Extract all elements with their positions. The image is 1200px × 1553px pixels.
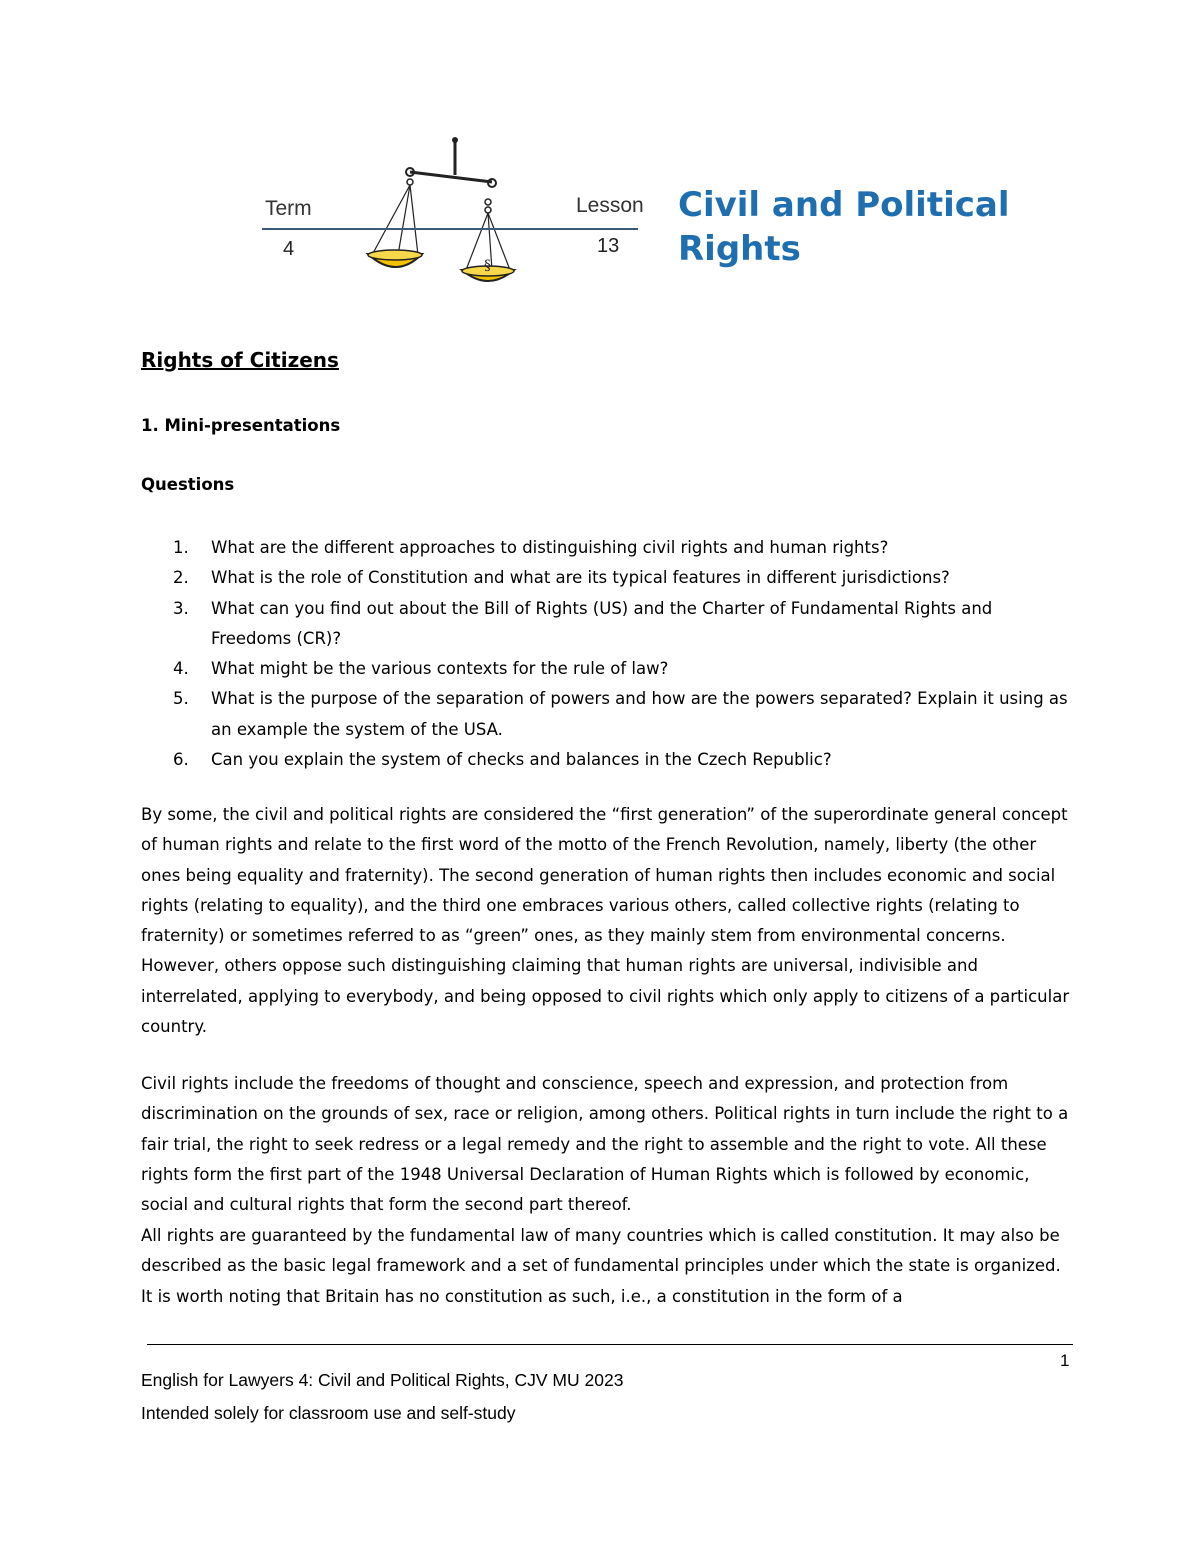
footer-course-line: English for Lawyers 4: Civil and Political Rights, CJV MU 2023 [141, 1370, 624, 1390]
question-number: 3. [173, 598, 189, 618]
questions-label: Questions [141, 475, 235, 494]
footer-usage-line: Intended solely for classroom use and self-study [141, 1403, 516, 1423]
question-number: 5. [173, 689, 189, 709]
questions-list [141, 533, 1076, 775]
section-heading: Rights of Citizens [141, 348, 339, 372]
question-text: What are the different approaches to distinguishing civil rights and human rights? [211, 538, 889, 557]
question-text: What is the role of Constitution and what are its typical features in different jurisdictions? [211, 568, 950, 588]
question-item [141, 745, 1076, 775]
question-item [141, 684, 1076, 745]
question-number: 1. [173, 538, 189, 557]
scales-of-justice-icon [360, 130, 530, 290]
question-text: What can you find out about the Bill of Rights (US) and the Charter of Fundamental Rights and Freedoms (CR)? [211, 598, 993, 648]
term-label: Term [265, 197, 312, 220]
paragraph-constitution: All rights are guaranteed by the fundamental law of many countries which is called constitution. It may also be described as the basic legal framework and a set of fundamental principles under which the state is organized. It is worth noting that Britain has no constitution as such, i.e., a constitution in the form of a [141, 1226, 1061, 1306]
question-item [141, 533, 1076, 563]
subheading: 1. Mini-presentations [141, 416, 341, 435]
question-item [141, 654, 1076, 684]
question-text: What might be the various contexts for the rule of law? [211, 659, 669, 679]
lesson-number: 13 [597, 235, 620, 257]
paragraph-generations: By some, the civil and political rights are considered the “first generation” of the superordinate general concept of human rights and relate to the first word of the motto of the French Revolution, namely, liberty (the other ones being equality and fraternity). The second generation of human rights then includes economic and social rights (relating to equality), and the third one embraces various others, called collective rights (relating to fraternity) or sometimes referred to as “green” ones, as they mainly stem from environmental concerns. However, others oppose such distinguishing claiming that human rights are universal, indivisible and interrelated, applying to everybody, and being opposed to civil rights which only apply to citizens of a particular country. [141, 805, 1070, 1037]
term-number: 4 [283, 238, 295, 260]
question-number: 4. [173, 659, 189, 679]
question-item [141, 594, 1076, 655]
page-title [678, 183, 1078, 271]
header-divider [262, 228, 638, 230]
scale-symbol: § [484, 258, 491, 274]
title-line-2: Rights [678, 229, 801, 269]
question-number: 2. [173, 568, 189, 588]
paragraph-civil-rights: Civil rights include the freedoms of thought and conscience, speech and expression, and protection from discrimination on the grounds of sex, race or religion, among others. Political rights in turn include the right to a fair trial, the right to seek redress or a legal remedy and the right to assemble and the right to vote. All these rights form the first part of the 1948 Universal Declaration of Human Rights which is followed by economic, social and cultural rights that form the second part thereof. [141, 1074, 1069, 1215]
footer-divider [147, 1344, 1073, 1345]
lesson-header [0, 0, 1200, 300]
lesson-label: Lesson [576, 194, 644, 217]
question-text: Can you explain the system of checks and balances in the Czech Republic? [211, 750, 832, 770]
title-line-1: Civil and Political [678, 185, 1010, 225]
page-number: 1 [1060, 1351, 1070, 1370]
question-text: What is the purpose of the separation of powers and how are the powers separated? Explain it using as an example the system of the USA. [211, 689, 1068, 739]
question-item [141, 563, 1076, 593]
question-number: 6. [173, 750, 189, 770]
